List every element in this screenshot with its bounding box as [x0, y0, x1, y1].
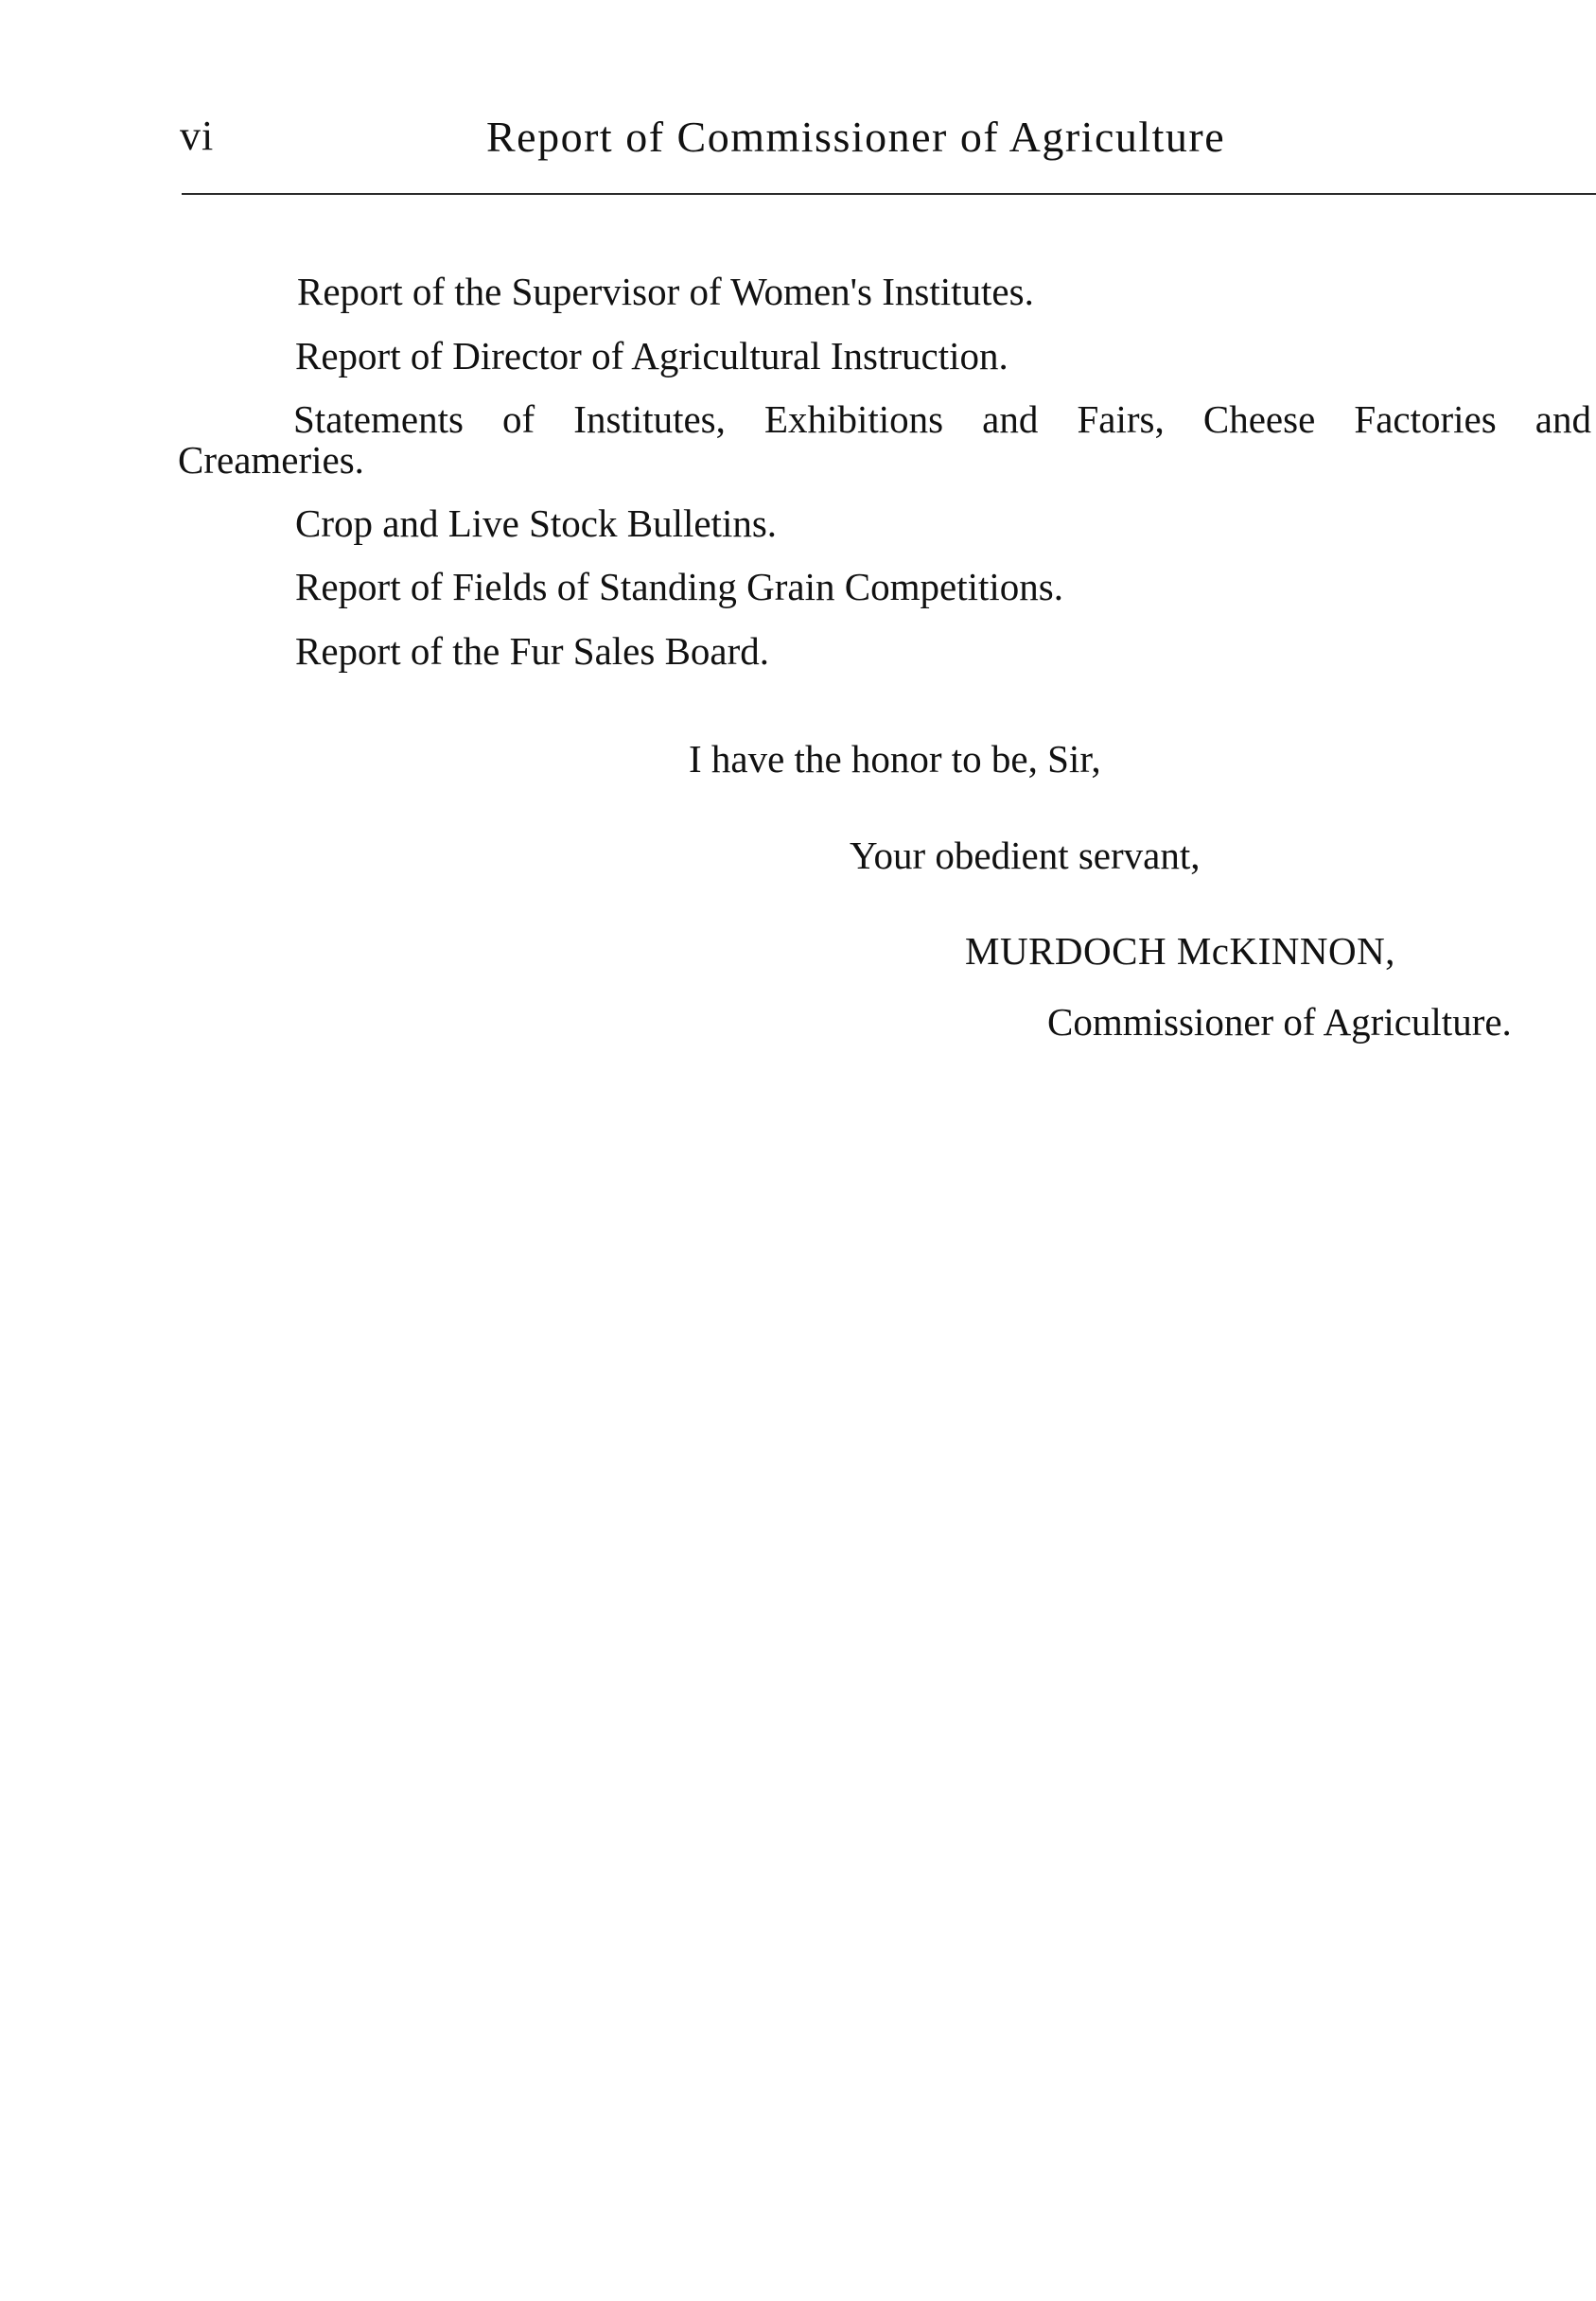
- list-item: Crop and Live Stock Bulletins.: [295, 501, 778, 545]
- closing-salutation: I have the honor to be, Sir,: [689, 737, 1101, 781]
- list-item: Report of Director of Agricultural Instruction.: [295, 334, 1008, 378]
- list-item: Report of the Supervisor of Women's Institutes.: [297, 270, 1034, 313]
- signatory-title: Commissioner of Agriculture.: [1047, 1000, 1512, 1044]
- signatory-name: MURDOCH McKINNON,: [965, 929, 1395, 973]
- list-item: Report of Fields of Standing Grain Competitions.: [295, 565, 1063, 608]
- list-item: Statements of Institutes, Exhibitions and Fairs, Cheese Factories and: [293, 397, 1591, 441]
- running-title: Report of Commissioner of Agriculture: [486, 113, 1226, 161]
- contents-list: [0, 0, 1596, 757]
- list-item-continuation: Creameries.: [178, 438, 364, 482]
- closing-valediction: Your obedient servant,: [850, 834, 1201, 877]
- list-item: Report of the Fur Sales Board.: [295, 629, 770, 673]
- page-number: vi: [180, 113, 215, 159]
